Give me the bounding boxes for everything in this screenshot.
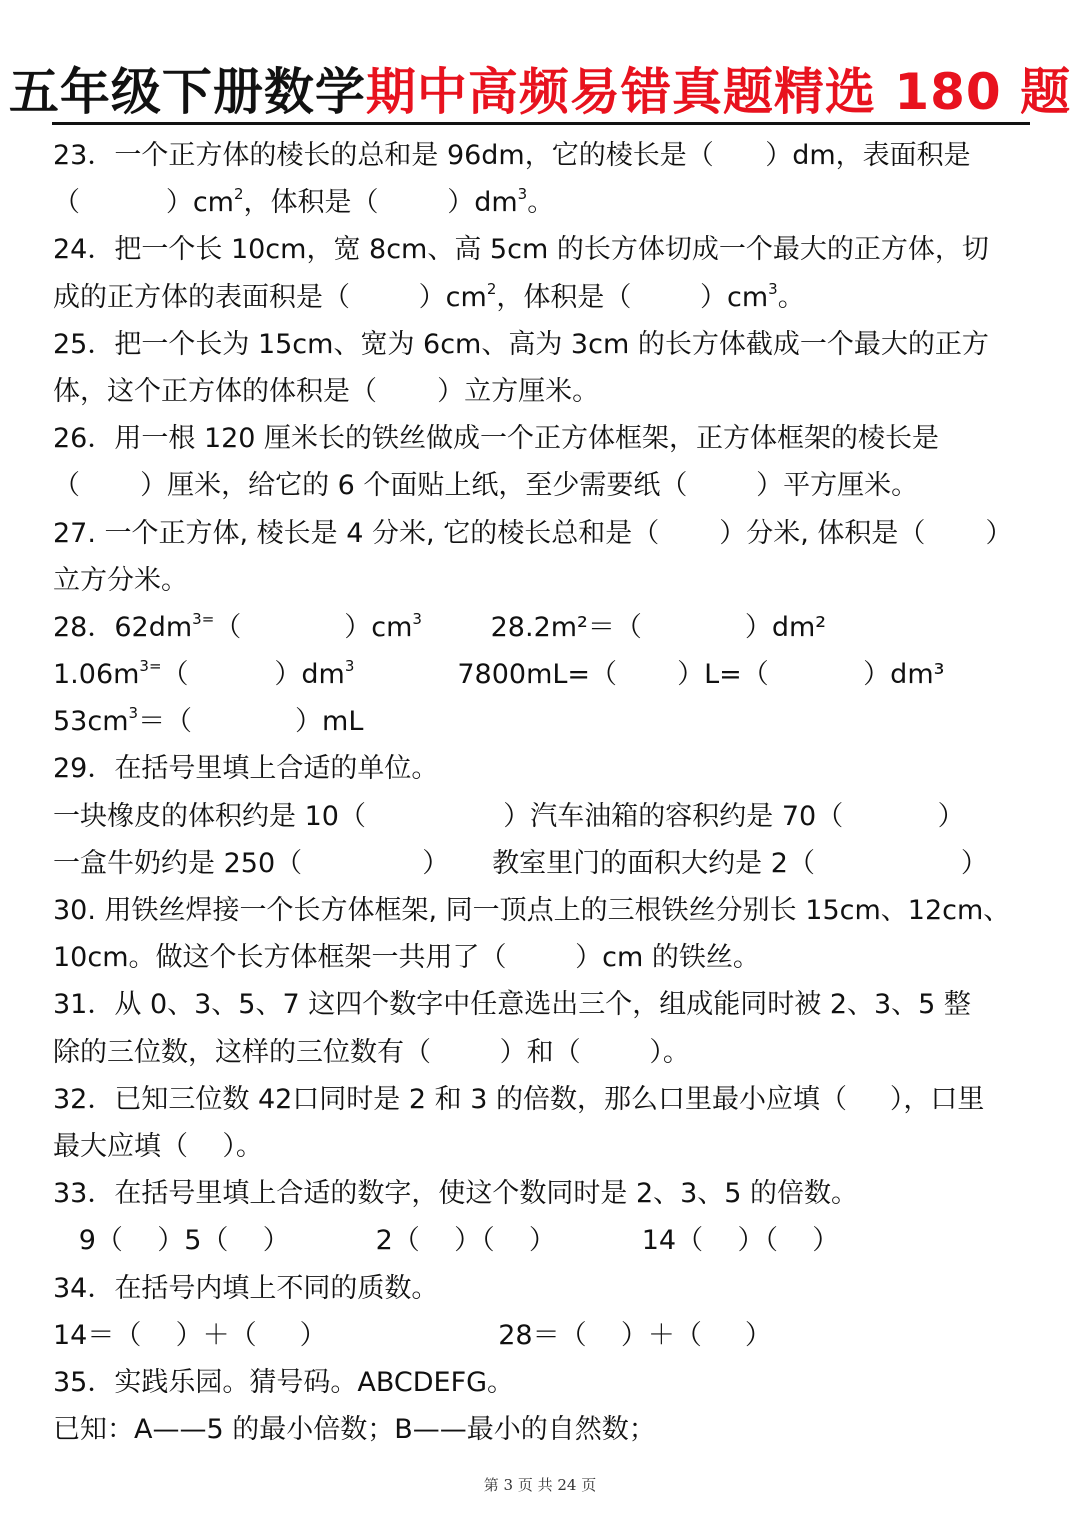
text-line: 体，这个正方体的体积是（ ）立方厘米。 xyxy=(53,375,600,407)
text-line: 32．已知三位数 42口同时是 2 和 3 的倍数，那么口里最小应填（ ），口里 xyxy=(53,1083,985,1115)
title-red: 期中高频易错真题精选 180 题 xyxy=(365,63,1072,121)
text-line: 9（ ）5（ ） 2（ ）（ ） 14（ ）（ ） xyxy=(53,1225,840,1257)
text-line: 31．从 0、3、5、7 这四个数字中任意选出三个，组成能同时被 2、3、5 整 xyxy=(53,989,971,1021)
text-line: 23．一个正方体的棱长的总和是 96dm，它的棱长是（ ）dm，表面积是 xyxy=(53,140,971,171)
text-line: 33．在括号里填上合适的数字，使这个数同时是 2、3、5 的倍数。 xyxy=(53,1178,859,1210)
text-line: 26．用一根 120 厘米长的铁丝做成一个正方体框架，正方体框架的棱长是 xyxy=(53,423,940,455)
question-list xyxy=(53,132,1038,1453)
text-line: （ ）厘米，给它的 6 个面贴上纸，至少需要纸（ ）平方厘米。 xyxy=(53,470,919,502)
text-line: 最大应填（ ）。 xyxy=(53,1130,263,1162)
text-line: 28．$62dm^{3=}$（ ）$cm^3$ 28.2m²＝（ ）dm² xyxy=(53,609,827,643)
text-line: $1.06m^{3=}$（ ）$dm^3$ 7800mL=（ ）L=（ ）dm³ xyxy=(53,657,945,691)
title-black: 五年级下册数学 xyxy=(8,63,366,121)
page-footer: 第 3 页 共 24 页 xyxy=(483,1476,597,1494)
text-line: 10cm。做这个长方体框架一共用了（ ）cm 的铁丝。 xyxy=(53,942,760,974)
text-line: 成的正方体的表面积是（ ）$cm^2$，体积是（ ）$cm^3$。 xyxy=(53,279,805,313)
text-line: 30. 用铁丝焊接一个长方体框架, 同一顶点上的三根铁丝分别长 15cm、12cm、 xyxy=(53,895,1011,926)
text-line: 已知：A——5 的最小倍数；B——最小的自然数； xyxy=(53,1414,656,1446)
page-title xyxy=(0,52,1080,124)
text-line: 25．把一个长为 15cm、宽为 6cm、高为 3cm 的长方体截成一个最大的正方 xyxy=(53,328,989,360)
title-underline xyxy=(52,122,1030,125)
text-line: 一块橡皮的体积约是 10（ ）汽车油箱的容积约是 70（ ） xyxy=(53,800,965,832)
text-line: 35．实践乐园。猜号码。ABCDEFG。 xyxy=(53,1366,515,1398)
text-line: 14＝（ ）＋（ ） 28＝（ ）＋（ ） xyxy=(53,1319,772,1351)
text-line: 29．在括号里填上合适的单位。 xyxy=(53,753,439,785)
text-line: 27. 一个正方体, 棱长是 4 分米, 它的棱长总和是（ ）分米, 体积是（ ） xyxy=(53,517,1013,549)
text-line: （ ）$cm^2$，体积是（ ）$dm^3$。 xyxy=(53,185,555,219)
text-line: 一盒牛奶约是 250（ ） 教室里门的面积大约是 2（ ） xyxy=(53,847,988,879)
text-line: 除的三位数，这样的三位数有（ ）和（ ）。 xyxy=(53,1036,690,1068)
text-line: 34．在括号内填上不同的质数。 xyxy=(53,1272,439,1304)
text-line: 24．把一个长 10cm，宽 8cm、高 5cm 的长方体切成一个最大的正方体，切 xyxy=(53,234,989,266)
text-line: $53cm^3=$（ ）mL xyxy=(53,704,364,738)
text-line: 立方分米。 xyxy=(53,564,188,596)
